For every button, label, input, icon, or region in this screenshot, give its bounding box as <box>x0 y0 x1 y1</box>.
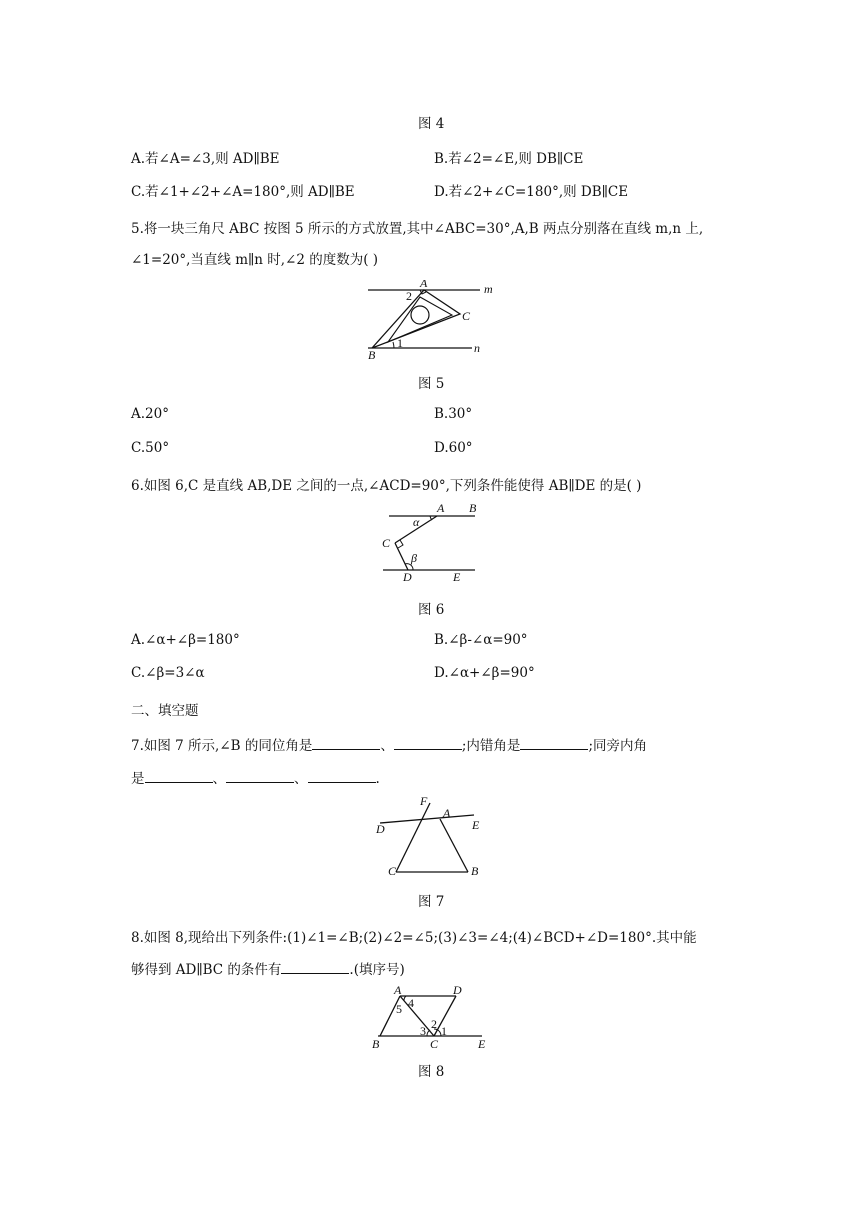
q6-option-d: D.∠α+∠β=90° <box>434 665 535 681</box>
q7-blank-5[interactable] <box>226 770 294 783</box>
label-n: n <box>474 341 480 355</box>
label-angle-2: 2 <box>406 289 412 303</box>
label-b: B <box>368 348 376 362</box>
label-e: E <box>478 1037 486 1051</box>
q4-option-a: A.若∠A=∠3,则 AD∥BE <box>131 151 280 167</box>
figure-8-diagram <box>368 984 492 1052</box>
q5-option-a: A.20° <box>131 406 169 422</box>
q7-text-c: ;同旁内角 <box>588 738 647 754</box>
segment-ab <box>440 819 468 872</box>
q6-question-line1: 6.如图 6,C 是直线 AB,DE 之间的一点,∠ACD=90°,下列条件能使得 AB∥DE 的是( ) <box>131 478 642 494</box>
q4-option-c: C.若∠1+∠2+∠A=180°,则 AD∥BE <box>131 184 355 200</box>
q5-option-b: B.30° <box>434 406 473 422</box>
q7-blank-2[interactable] <box>394 737 462 750</box>
q7-question-line1 <box>131 734 647 754</box>
label-a: A <box>420 280 428 290</box>
q7-end: . <box>375 771 380 787</box>
q7-sep-3: 、 <box>294 771 308 787</box>
q7-blank-3[interactable] <box>520 737 588 750</box>
q7-blank-4[interactable] <box>145 770 213 783</box>
label-angle-4: 4 <box>408 996 414 1010</box>
label-d: D <box>376 822 385 836</box>
label-a: A <box>394 984 402 997</box>
label-c: C <box>382 536 391 550</box>
q6-option-b: B.∠β-∠α=90° <box>434 632 528 648</box>
label-d: D <box>453 984 462 997</box>
q6-option-c: C.∠β=3∠α <box>131 665 205 681</box>
q8-question-line1: 8.如图 8,现给出下列条件:(1)∠1=∠B;(2)∠2=∠5;(3)∠3=∠4;(4)∠BCD+∠D=180°.其中能 <box>131 930 697 946</box>
line-de <box>380 815 474 823</box>
q4-option-b: B.若∠2=∠E,则 DB∥CE <box>434 151 584 167</box>
q8-text-b: .(填序号) <box>349 962 405 978</box>
hole-circle <box>411 306 429 324</box>
q7-text-d: 是 <box>131 771 145 787</box>
q4-option-d: D.若∠2+∠C=180°,则 DB∥CE <box>434 184 629 200</box>
label-angle-1: 1 <box>397 336 403 350</box>
label-e: E <box>453 570 461 584</box>
figure-5-caption: 图 5 <box>418 376 445 392</box>
label-angle-3: 3 <box>420 1024 426 1038</box>
q7-text-b: ;内错角是 <box>461 738 521 754</box>
figure-7-diagram <box>370 795 490 881</box>
figure-7-caption: 图 7 <box>418 894 445 910</box>
label-beta: β <box>411 551 417 565</box>
q8-blank[interactable] <box>281 961 349 974</box>
label-b: B <box>372 1037 380 1051</box>
label-a: A <box>437 501 445 515</box>
label-f: F <box>420 795 428 808</box>
q5-question-line2: ∠1=20°,当直线 m∥n 时,∠2 的度数为( ) <box>131 252 379 268</box>
q7-text-a: 7.如图 7 所示,∠B 的同位角是 <box>131 738 313 754</box>
q5-question-line1: 5.将一块三角尺 ABC 按图 5 所示的方式放置,其中∠ABC=30°,A,B 两点分别落在直线 m,n 上, <box>131 221 704 237</box>
label-b: B <box>469 501 477 515</box>
section-title-fill-in: 二、填空题 <box>131 703 199 719</box>
figure-4-caption: 图 4 <box>418 116 445 132</box>
q7-sep-2: 、 <box>212 771 226 787</box>
figure-5-diagram <box>360 280 500 362</box>
line-fc <box>396 803 430 872</box>
label-e: E <box>472 818 480 832</box>
q6-option-a: A.∠α+∠β=180° <box>131 632 240 648</box>
angle-3-arc <box>427 1030 430 1036</box>
label-angle-5: 5 <box>396 1002 402 1016</box>
label-c: C <box>388 864 397 878</box>
segment-ac <box>400 996 434 1036</box>
figure-6-diagram <box>375 500 485 586</box>
q5-option-c: C.50° <box>131 440 170 456</box>
label-m: m <box>484 282 493 296</box>
q7-sep-1: 、 <box>380 738 394 754</box>
label-angle-2: 2 <box>431 1017 437 1031</box>
figure-6-caption: 图 6 <box>418 602 445 618</box>
segment-cd <box>395 543 408 570</box>
label-d: D <box>403 570 412 584</box>
q7-question-line2 <box>131 767 380 787</box>
label-c: C <box>430 1037 439 1051</box>
q8-text-a: 够得到 AD∥BC 的条件有 <box>131 962 282 978</box>
q7-blank-6[interactable] <box>308 770 376 783</box>
triangle-abc <box>372 290 460 348</box>
label-angle-1: 1 <box>441 1024 447 1038</box>
q5-option-d: D.60° <box>434 440 473 456</box>
q8-question-line2 <box>131 958 405 978</box>
label-alpha: α <box>413 515 420 529</box>
label-c: C <box>462 309 471 323</box>
q7-blank-1[interactable] <box>312 737 380 750</box>
angle-4-arc <box>404 996 406 1001</box>
label-a: A <box>443 806 451 820</box>
figure-8-caption: 图 8 <box>418 1064 445 1080</box>
angle-1-arc <box>393 342 394 348</box>
label-b: B <box>471 864 479 878</box>
